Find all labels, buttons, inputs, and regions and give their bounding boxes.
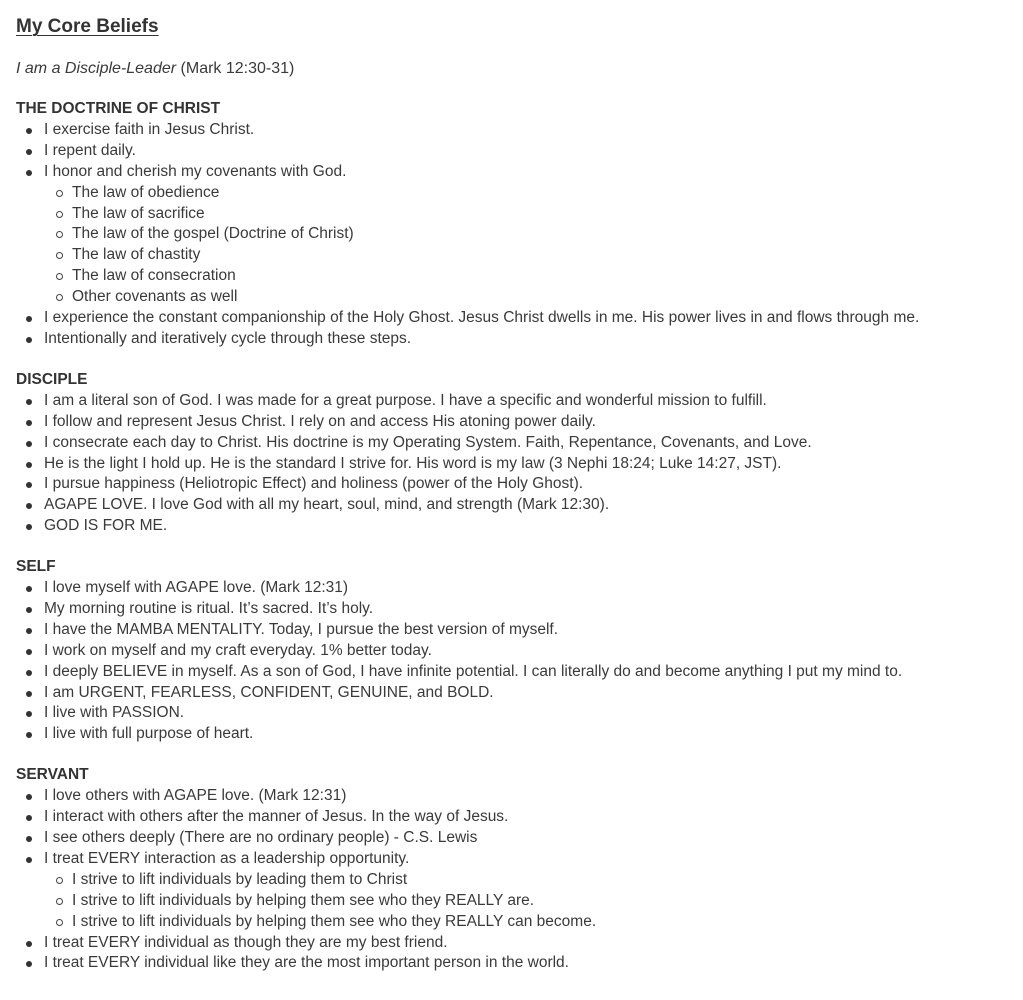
page-title: My Core Beliefs [16,16,159,37]
list-item: I am a literal son of God. I was made for a great purpose. I have a specific and wonderful mission to fulfill. [44,391,767,409]
subtitle-italic: I am a Disciple-Leader [16,60,177,77]
covenants-sublist [44,183,1023,308]
list-item: I deeply BELIEVE in myself. As a son of God, I have infinite potential. I can literally do and become anything I put my mind to. [44,662,903,680]
doctrine-list [16,120,1023,350]
list-item: I exercise faith in Jesus Christ. [44,120,255,138]
sub-list-item: I strive to lift individuals by leading them to Christ [44,870,1023,891]
list-item: I pursue happiness (Heliotropic Effect) and holiness (power of the Holy Ghost). [44,475,584,493]
sub-list-item: The law of chastity [44,245,1023,266]
self-list [16,578,1023,745]
list-item: I am URGENT, FEARLESS, CONFIDENT, GENUINE, and BOLD. [44,683,494,701]
list-item: I see others deeply (There are no ordinary people) - C.S. Lewis [44,829,478,846]
sub-list-item: The law of obedience [44,183,1023,204]
list-item: I follow and represent Jesus Christ. I rely on and access His atoning power daily. [44,412,596,430]
list-item: Intentionally and iteratively cycle through these steps. [44,329,412,347]
list-item: AGAPE LOVE. I love God with all my heart, soul, mind, and strength (Mark 12:30). [44,496,610,514]
disciple-list [16,391,1023,537]
servant-list [16,786,1023,974]
section-heading-disciple: DISCIPLE [16,370,88,388]
sub-list-item: I strive to lift individuals by helping them see who they REALLY can become. [44,912,1023,933]
section-heading-servant: SERVANT [16,766,89,784]
sub-list-item: The law of consecration [44,266,1023,287]
list-item: I interact with others after the manner of Jesus. In the way of Jesus. [44,808,509,826]
list-item: I experience the constant companionship of the Holy Ghost. Jesus Christ dwells in me. His power lives in and flows through me. [44,309,920,327]
subtitle [16,58,1023,80]
list-item: I have the MAMBA MENTALITY. Today, I pursue the best version of myself. [44,620,559,638]
list-item: My morning routine is ritual. It’s sacred. It’s holy. [44,599,374,617]
list-item: I consecrate each day to Christ. His doctrine is my Operating System. Faith, Repentance, Covenants, and Love. [44,433,812,451]
sub-list-item: I strive to lift individuals by helping them see who they REALLY are. [44,891,1023,912]
sub-list-item: Other covenants as well [44,287,1023,308]
section-heading-doctrine: THE DOCTRINE OF CHRIST [16,100,221,117]
subtitle-reference: (Mark 12:30-31) [180,60,295,77]
sub-list-item: The law of sacrifice [44,204,1023,225]
list-item: I live with PASSION. [44,704,185,722]
list-item: I treat EVERY interaction as a leadership opportunity. I strive to lift individuals by leading them to Christ I strive to lift individuals by helping them see who they REALLY are. I strive to lift individuals by helping them see who they REALLY can become. [16,849,1023,933]
list-item: I honor and cherish my covenants with God. The law of obedience The law of sacrifice The law of the gospel (Doctrine of Christ) The law of chastity The law of consecration Other covenants as well [16,162,1023,308]
list-item: I love others with AGAPE love. (Mark 12:31) [44,787,347,805]
sub-list-item: The law of the gospel (Doctrine of Christ) [44,224,1023,245]
list-item: I treat EVERY individual like they are the most important person in the world. [44,954,569,972]
list-item: I love myself with AGAPE love. (Mark 12:31) [44,579,349,597]
list-item: GOD IS FOR ME. [44,517,168,535]
strive-sublist [44,870,1023,933]
list-item: I work on myself and my craft everyday. 1% better today. [44,641,432,659]
list-item: I live with full purpose of heart. [44,725,254,743]
list-item: He is the light I hold up. He is the standard I strive for. His word is my law (3 Nephi 18:24; Luke 14:27, JST). [44,454,782,472]
list-item: I repent daily. [44,141,136,159]
list-item: I treat EVERY individual as though they are my best friend. [44,933,448,951]
section-heading-self: SELF [16,558,56,576]
